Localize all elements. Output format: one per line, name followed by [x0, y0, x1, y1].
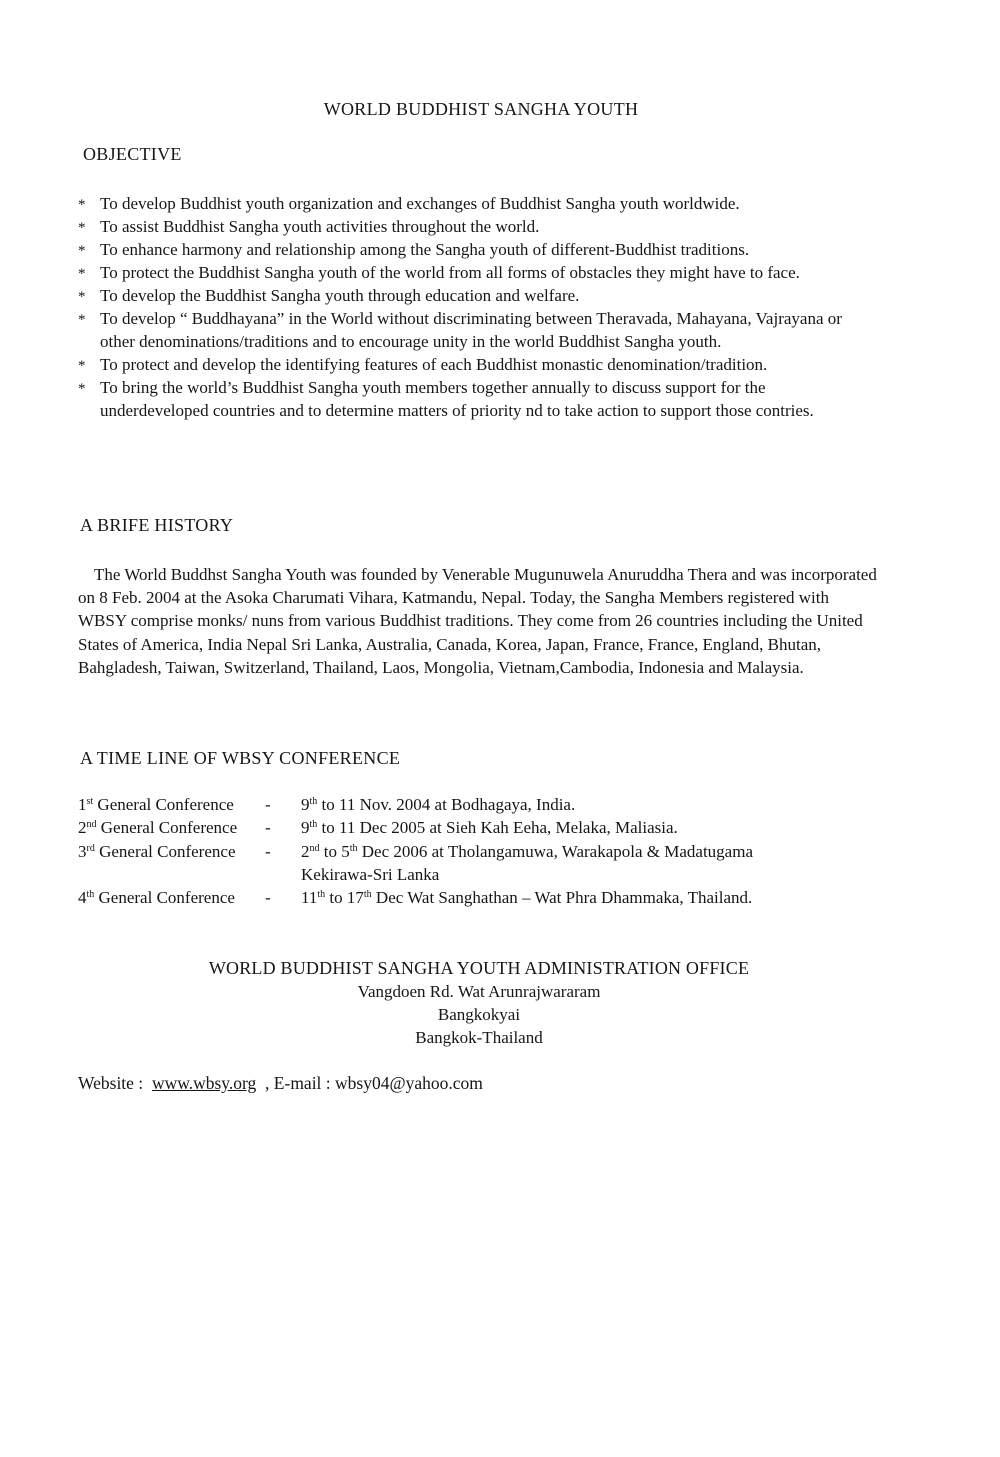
- separator-dash: -: [265, 795, 271, 814]
- office-address-block: [0, 957, 958, 1049]
- bullet-asterisk: *: [78, 381, 86, 397]
- email-label: , E-mail :: [265, 1073, 331, 1093]
- conference-name: 4th General Conference: [78, 888, 235, 908]
- timeline-row: [78, 886, 861, 909]
- objective-item: * To enhance harmony and relationship among the Sangha youth of different-Buddhist traditions.: [78, 238, 858, 261]
- objective-item: * To develop “ Buddhayana” in the World without discriminating between Theravada, Mahayana, Vajrayana or other denominations/traditions and to encourage unity in the world Buddhist Sangha youth.: [78, 309, 842, 351]
- conference-name: 1st General Conference: [78, 795, 234, 814]
- separator-dash: -: [265, 818, 271, 838]
- objective-item: * To protect the Buddhist Sangha youth of the world from all forms of obstacles they might have to face.: [78, 261, 858, 284]
- bullet-asterisk: *: [78, 312, 86, 328]
- office-title: WORLD BUDDHIST SANGHA YOUTH ADMINISTRATION OFFICE: [208, 958, 750, 978]
- bullet-asterisk: *: [78, 243, 86, 259]
- conference-detail: 2nd to 5th Dec 2006 at Tholangamuwa, Warakapola & Madatugama Kekirawa-Sri Lanka: [301, 841, 753, 884]
- objective-item: * To assist Buddhist Sangha youth activities throughout the world.: [78, 215, 858, 238]
- conference-name: 2nd General Conference: [78, 818, 238, 838]
- timeline-row: [78, 840, 861, 887]
- objective-list: [78, 192, 858, 422]
- page-title: WORLD BUDDHIST SANGHA YOUTH: [323, 99, 639, 119]
- bullet-asterisk: *: [78, 220, 86, 236]
- website-link[interactable]: www.wbsy.org: [151, 1073, 257, 1093]
- timeline-row: [78, 793, 861, 816]
- contact-line: [78, 1072, 483, 1095]
- conference-timeline-table: [78, 793, 861, 909]
- office-address-line: Vangdoen Rd. Wat Arunrajwararam: [357, 982, 601, 1001]
- timeline-heading: A TIME LINE OF WBSY CONFERENCE: [80, 748, 401, 768]
- conference-detail: 9th to 11 Dec 2005 at Sieh Kah Eeha, Melaka, Maliasia.: [301, 818, 678, 838]
- website-label: Website :: [78, 1073, 144, 1093]
- conference-name: 3rd General Conference: [78, 841, 236, 861]
- history-paragraph: The World Buddhst Sangha Youth was founded by Venerable Mugunuwela Anuruddha Thera and was incorporated on 8 Feb. 2004 at the Asoka Charumati Vihara, Katmandu, Nepal. Today, the Sangha Members registered with WBSY comprise monks/ nuns from various Buddhist traditions. They come from 26 countries including the United States of America, India Nepal Sri Lanka, Australia, Canada, Korea, Japan, France, France, England, Bhutan, Bahgladesh, Taiwan, Switzerland, Thailand, Laos, Mongolia, Vietnam,Cambodia, Indonesia and Malaysia.: [78, 565, 877, 677]
- bullet-asterisk: *: [78, 289, 86, 305]
- objective-item: * To develop Buddhist youth organization and exchanges of Buddhist Sangha youth worldwide.: [78, 192, 858, 215]
- bullet-asterisk: *: [78, 358, 86, 374]
- objective-item: * To protect and develop the identifying features of each Buddhist monastic denomination/tradition.: [78, 353, 858, 376]
- conference-detail: 9th to 11 Nov. 2004 at Bodhagaya, India.: [301, 795, 576, 814]
- history-heading: A BRIFE HISTORY: [80, 515, 234, 535]
- office-address-line: Bangkokyai: [437, 1005, 521, 1024]
- separator-dash: -: [265, 888, 271, 908]
- separator-dash: -: [265, 841, 271, 861]
- email-address: wbsy04@yahoo.com: [335, 1073, 483, 1093]
- objective-item: * To develop the Buddhist Sangha youth through education and welfare.: [78, 284, 858, 307]
- conference-detail-line2: Kekirawa-Sri Lanka: [301, 864, 440, 884]
- office-address-line: Bangkok-Thailand: [415, 1028, 543, 1047]
- objective-heading: OBJECTIVE: [83, 144, 182, 164]
- bullet-asterisk: *: [78, 266, 86, 282]
- conference-detail: 11th to 17th Dec Wat Sanghathan – Wat Phra Dhammaka, Thailand.: [301, 888, 753, 908]
- bullet-asterisk: *: [78, 197, 86, 213]
- objective-item: * To bring the world’s Buddhist Sangha youth members together annually to discuss support for the underdeveloped countries and to determine matters of priority nd to take action to support those contries.: [78, 378, 814, 420]
- timeline-row: [78, 816, 861, 839]
